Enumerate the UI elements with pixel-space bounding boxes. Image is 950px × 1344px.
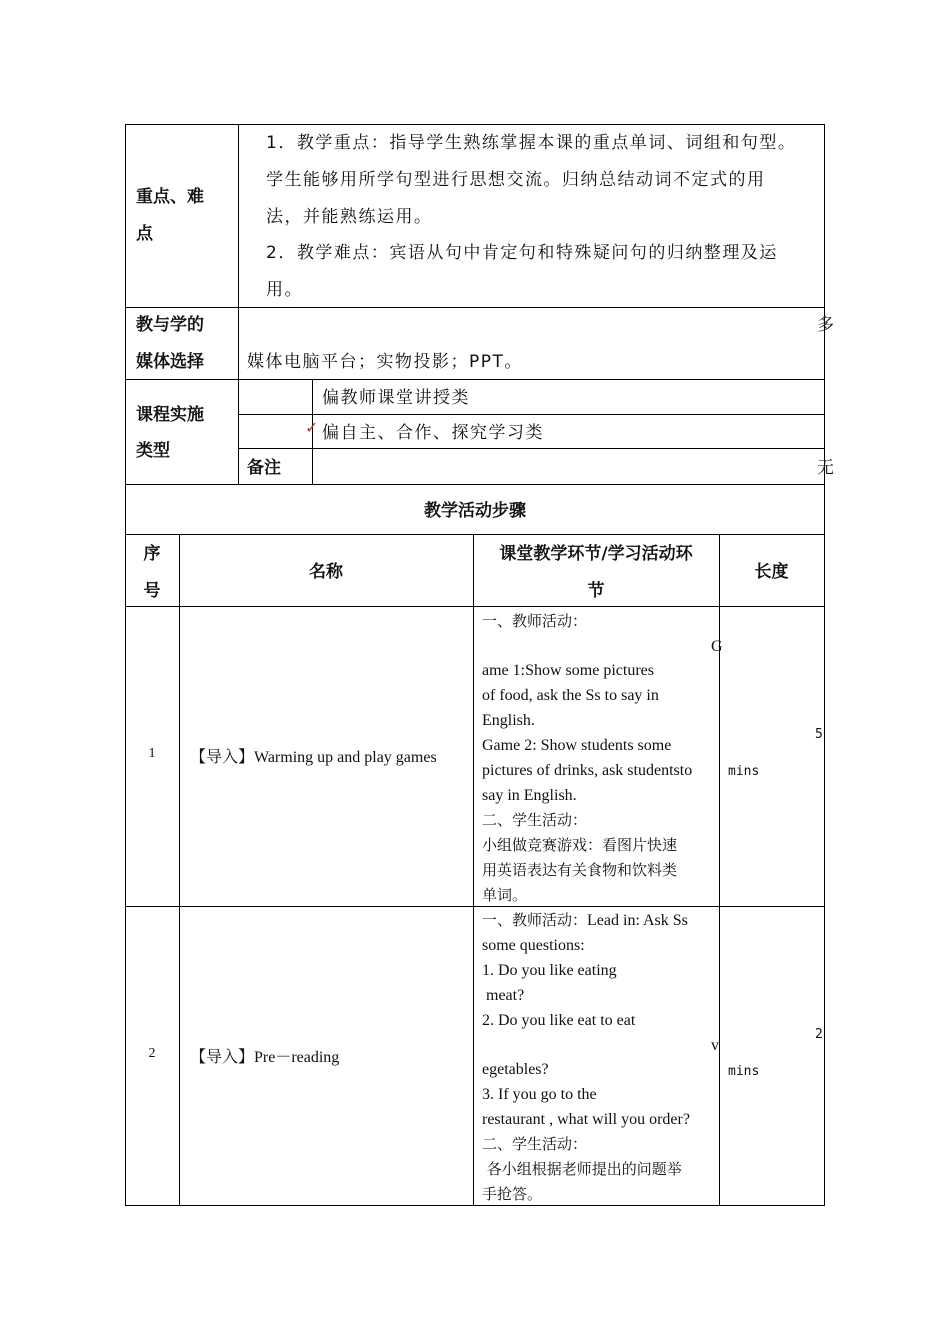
table-border — [125, 124, 825, 125]
table-border — [125, 484, 825, 485]
activity-line: 二、学生活动： — [482, 811, 588, 829]
length-number: 5 — [815, 727, 823, 742]
check-mark-icon: ✓ — [305, 418, 319, 437]
length-unit: mins — [728, 764, 760, 779]
activity-line: meat? — [482, 987, 525, 1004]
activity-line: pictures of drinks, ask studentsto — [482, 762, 693, 779]
header-no: 号 — [143, 581, 161, 601]
header-name: 名称 — [309, 562, 343, 582]
table-border — [125, 606, 825, 607]
activity-line: ame 1:Show some pictures — [482, 662, 654, 679]
activity-line: some questions: — [482, 937, 585, 954]
table-border — [473, 534, 474, 1206]
key-points-line: 用。 — [266, 280, 303, 300]
media-value: 媒体电脑平台；实物投影；PPT。 — [247, 352, 523, 372]
course-type-option-inquiry: 偏自主、合作、探究学习类 — [322, 423, 544, 443]
step-number: 2 — [148, 1046, 156, 1061]
activity-line: 小组做竞赛游戏：看图片快速 — [482, 836, 678, 854]
header-no: 序 — [143, 544, 161, 564]
activity-line: English. — [482, 712, 535, 729]
activity-line: 一、教师活动：Lead in: Ask Ss — [482, 911, 688, 929]
key-points-line: 法，并能熟练运用。 — [266, 207, 433, 227]
table-border — [238, 448, 825, 449]
key-points-label: 点 — [136, 224, 153, 244]
course-type-label: 类型 — [136, 441, 170, 461]
key-points-line: 1．教学重点：指导学生熟练掌握本课的重点单词、词组和句型。 — [266, 133, 797, 153]
activity-line: 各小组根据老师提出的问题举 — [482, 1160, 682, 1178]
media-label: 教与学的 — [136, 315, 204, 335]
step-name: 【导入】Warming up and play games — [190, 749, 437, 766]
activity-line: Game 2: Show students some — [482, 737, 672, 754]
activity-line: egetables? — [482, 1061, 549, 1078]
activity-line: of food, ask the Ss to say in — [482, 687, 659, 704]
table-border — [238, 414, 825, 415]
header-stage: 课堂教学环节/学习活动环 — [499, 544, 693, 564]
activity-line: 用英语表达有关食物和饮料类 — [482, 861, 678, 879]
media-overflow-char: 多 — [817, 315, 836, 335]
activity-line: restaurant , what will you order? — [482, 1111, 690, 1128]
activity-line: 单词。 — [482, 886, 528, 904]
activity-line: say in English. — [482, 787, 577, 804]
activity-line: 2. Do you like eat to eat — [482, 1012, 636, 1029]
table-border — [125, 379, 825, 380]
table-border — [125, 534, 825, 535]
course-type-option-teacher: 偏教师课堂讲授类 — [322, 388, 470, 408]
activity-line: 手抢答。 — [482, 1185, 543, 1203]
length-number: 2 — [815, 1027, 823, 1042]
table-border — [125, 1205, 825, 1206]
activity-line: 二、学生活动： — [482, 1135, 588, 1153]
header-length: 长度 — [754, 562, 789, 582]
activity-line: 1. Do you like eating — [482, 962, 617, 979]
key-points-line: 2．教学难点：宾语从句中肯定句和特殊疑问句的归纳整理及运 — [266, 243, 778, 263]
key-points-line: 学生能够用所学句型进行思想交流。归纳总结动词不定式的用 — [266, 170, 766, 190]
course-type-label: 课程实施 — [136, 405, 204, 425]
activity-line: v — [711, 1037, 719, 1054]
length-unit: mins — [728, 1064, 760, 1079]
media-label: 媒体选择 — [136, 352, 204, 372]
table-border — [125, 307, 825, 308]
table-border — [179, 534, 180, 1206]
step-name: 【导入】Pre－reading — [190, 1049, 340, 1066]
table-border — [125, 906, 825, 907]
key-points-label: 重点、难 — [136, 187, 204, 207]
table-border — [824, 124, 825, 1206]
header-stage: 节 — [587, 581, 605, 601]
activity-line: G — [711, 638, 723, 655]
step-number: 1 — [148, 746, 156, 761]
table-border — [238, 124, 239, 484]
activity-line: 3. If you go to the — [482, 1086, 597, 1103]
remark-label: 备注 — [247, 458, 281, 478]
activity-line: 一、教师活动： — [482, 612, 588, 630]
steps-title: 教学活动步骤 — [424, 501, 526, 521]
remark-value: 无 — [817, 458, 836, 478]
